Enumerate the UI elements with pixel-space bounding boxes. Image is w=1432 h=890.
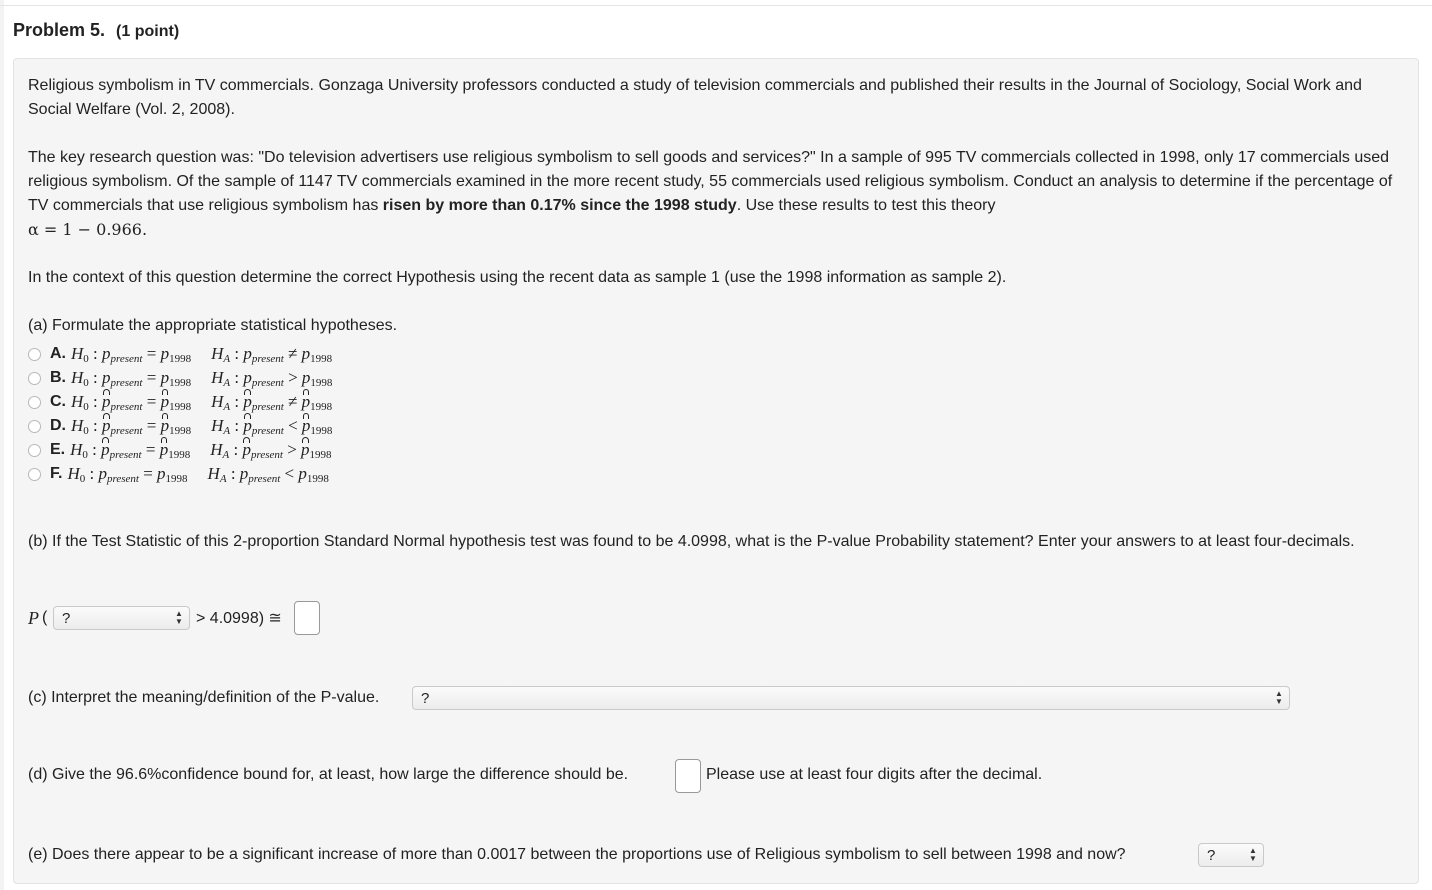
part-d-note: Please use at least four digits after the decimal. — [706, 766, 1043, 783]
hypothesis-option[interactable] — [28, 462, 329, 486]
intro-paragraph-2-text: The key research question was: "Do television advertisers use religious symbolism to sell goods and services?" In a sample of 995 TV commercials collected in 1998, only 17 commercials used religious symbolism. Of the sample of 1147 TV commercials examined in the more recent study, 55 commercials used religious symbolism. Conduct an analysis to determine if the percentage of TV commercials that use religious symbolism has — [28, 149, 1393, 214]
intro-paragraph-2-tail: . Use these results to test this theory — [736, 197, 996, 214]
intro-paragraph-1: Religious symbolism in TV commercials. Gonzaga University professors conducted a study of television commercials and published their results in the Journal of Sociology, Social Work and Social Welfare (Vol. 2, 2008). — [28, 77, 1362, 118]
part-e-select[interactable] — [1198, 843, 1264, 867]
hypothesis-formula: $H_0$ : ppresent = $p_{1998}$ HA : ppresent > $p_{1998}$ — [71, 367, 333, 389]
radio-button[interactable] — [28, 348, 41, 361]
hypothesis-option[interactable] — [28, 414, 332, 438]
hypothesis-formula: $H_0$ : ppresent = $p_{1998}$ HA : ppresent < $p_{1998}$ — [71, 415, 333, 437]
part-b-select-value: ? — [62, 609, 71, 627]
part-b-select[interactable] — [53, 606, 190, 630]
part-c-select-value: ? — [421, 689, 430, 707]
p-value-input[interactable] — [294, 601, 320, 635]
confidence-bound-input[interactable] — [675, 759, 701, 793]
part-e-select-value: ? — [1207, 846, 1216, 864]
hypothesis-option[interactable] — [28, 390, 332, 414]
page-left-edge — [0, 0, 4, 890]
hypothesis-option[interactable] — [28, 366, 332, 390]
part-c-prompt: (c) Interpret the meaning/definition of the P-value. — [28, 689, 380, 706]
top-divider — [0, 5, 1432, 6]
problem-points: (1 point) — [116, 23, 180, 40]
hypothesis-formula: $H_0$ : ppresent = $p_{1998}$ HA : ppresent > $p_{1998}$ — [70, 439, 332, 461]
radio-button[interactable] — [28, 396, 41, 409]
part-e-prompt: (e) Does there appear to be a significant increase of more than 0.0017 between the proportions use of Religious symbolism to sell between 1998 and now? — [28, 846, 1126, 863]
problem-number: Problem 5. — [13, 20, 106, 40]
radio-button[interactable] — [28, 420, 41, 433]
intro-paragraph-3: In the context of this question determine the correct Hypothesis using the recent data as sample 1 (use the 1998 information as sample 2). — [28, 269, 1007, 286]
select-arrows-icon: ▲ ▼ — [1275, 689, 1283, 706]
alpha-formula: α = 1 − 0.966. — [28, 220, 148, 239]
radio-button[interactable] — [28, 444, 41, 457]
part-c-select[interactable] — [412, 686, 1290, 710]
hypothesis-formula: $H_0$ : ppresent = $p_{1998}$ HA : ppresent ≠ $p_{1998}$ — [71, 391, 333, 413]
option-letter: B. — [50, 369, 66, 386]
intro-paragraph-2 — [28, 146, 1398, 243]
open-paren: ( — [42, 609, 48, 626]
radio-button[interactable] — [28, 468, 41, 481]
hypothesis-option[interactable] — [28, 438, 332, 462]
part-b-inequality: > 4.0998) ≅ — [196, 610, 282, 627]
radio-button[interactable] — [28, 372, 41, 385]
part-b-row — [28, 606, 47, 630]
option-letter: C. — [50, 393, 66, 410]
option-letter: E. — [50, 441, 66, 458]
part-a-prompt: (a) Formulate the appropriate statistical hypotheses. — [28, 317, 398, 334]
option-letter: D. — [50, 417, 66, 434]
option-letter: F. — [50, 465, 63, 482]
part-d-prompt: (d) Give the 96.6%confidence bound for, at least, how large the difference should be. — [28, 766, 629, 783]
part-b-prompt: (b) If the Test Statistic of this 2-proportion Standard Normal hypothesis test was found to be 4.0998, what is the P-value Probability statement? Enter your answers to at least four-decimals. — [28, 533, 1355, 550]
hypothesis-formula: $H_0$ : ppresent = $p_{1998}$ HA : ppresent ≠ $p_{1998}$ — [71, 343, 333, 365]
hypothesis-option[interactable] — [28, 342, 332, 366]
select-arrows-icon: ▲ ▼ — [1249, 846, 1257, 863]
select-arrows-icon: ▲ ▼ — [175, 609, 183, 626]
probability-symbol: P — [28, 607, 39, 628]
option-letter: A. — [50, 345, 66, 362]
hypothesis-formula: $H_0$ : ppresent = $p_{1998}$ HA : ppresent < $p_{1998}$ — [67, 463, 329, 485]
problem-title — [13, 20, 179, 41]
intro-paragraph-2-emphasis: risen by more than 0.17% since the 1998 study — [382, 197, 737, 214]
